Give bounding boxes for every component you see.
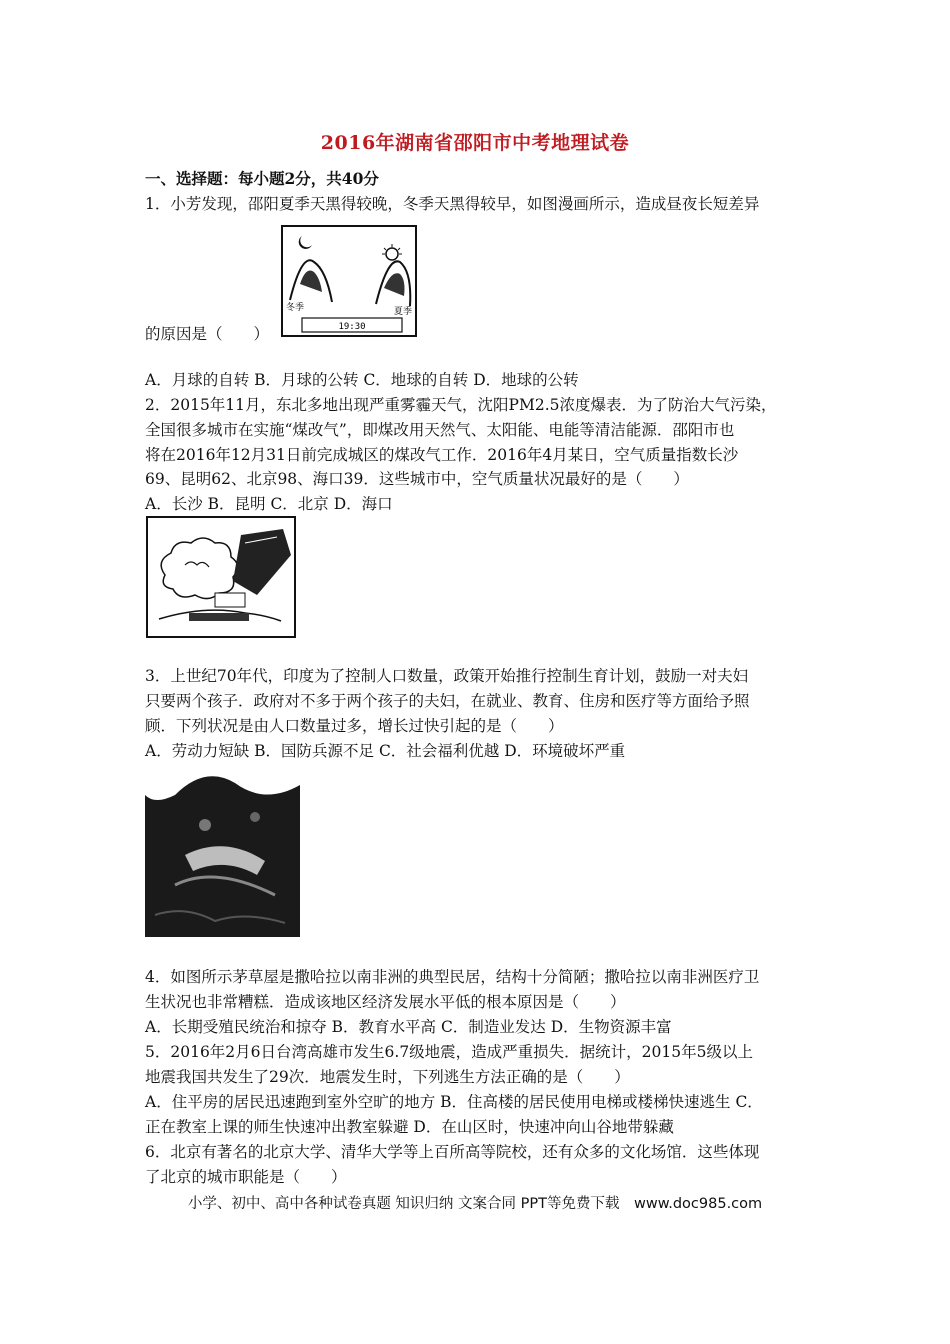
coal-to-gas-cartoon-figure <box>145 515 297 639</box>
q3-options: A．劳动力短缺 B．国防兵源不足 C．社会福利优越 D．环境破坏严重 <box>145 742 626 760</box>
q5-line-1: 5．2016年2月6日台湾高雄市发生6.7级地震，造成严重损失．据统计，2015年5级以上 <box>145 1043 753 1061</box>
q5-line-4: 正在教室上课的师生快速冲出教室躲避 D．在山区时，快速冲向山谷地带躲藏 <box>145 1118 674 1136</box>
q1-line-1: 1．小芳发现，邵阳夏季天黑得较晚，冬季天黑得较早，如图漫画所示，造成昼夜长短差异 <box>145 195 760 213</box>
q4-line-1: 4．如图所示茅草屋是撒哈拉以南非洲的典型民居，结构十分简陋；撒哈拉以南非洲医疗卫 <box>145 968 760 986</box>
q2-options: A．长沙 B．昆明 C．北京 D．海口 <box>145 495 393 513</box>
q2-line-4: 69、昆明62、北京98、海口39．这些城市中，空气质量状况最好的是（ ） <box>145 470 689 488</box>
summer-label: 夏季 <box>394 307 413 317</box>
q1-line-2: 的原因是（ ） <box>145 325 270 343</box>
q1-options: A．月球的自转 B．月球的公转 C．地球的自转 D．地球的公转 <box>145 371 579 389</box>
thatched-hut-photo <box>145 765 300 937</box>
q5-line-2: 地震我国共发生了29次．地震发生时，下列逃生方法正确的是（ ） <box>145 1068 630 1086</box>
q5-line-3: A．住平房的居民迅速跑到室外空旷的地方 B．住高楼的居民使用电梯或楼梯快速逃生 C． <box>145 1093 763 1111</box>
q2-line-2: 全国很多城市在实施“煤改气”，即煤改用天然气、太阳能、电能等清洁能源．邵阳市也 <box>145 421 735 439</box>
q6-line-2: 了北京的城市职能是（ ） <box>145 1168 347 1186</box>
q3-line-1: 3．上世纪70年代，印度为了控制人口数量，政策开始推行控制生育计划，鼓励一对夫妇 <box>145 667 749 685</box>
q4-line-2: 生状况也非常糟糕．造成该地区经济发展水平低的根本原因是（ ） <box>145 993 626 1011</box>
q4-options: A．长期受殖民统治和掠夺 B．教育水平高 C．制造业发达 D．生物资源丰富 <box>145 1018 672 1036</box>
page-footer: 小学、初中、高中各种试卷真题 知识归纳 文案合同 PPT等免费下载 www.doc985.com <box>187 1196 763 1212</box>
exam-title: 2016年湖南省邵阳市中考地理试卷 <box>320 132 630 154</box>
sun-icon <box>386 248 398 260</box>
winter-label: 冬季 <box>286 303 305 313</box>
q3-line-2: 只要两个孩子．政府对不多于两个孩子的夫妇，在就业、教育、住房和医疗等方面给予照 <box>145 692 750 710</box>
clock-time-label: 19:30 <box>338 322 366 332</box>
section-heading: 一、选择题：每小题2分，共40分 <box>145 169 379 188</box>
q2-line-1: 2．2015年11月，东北多地出现严重雾霾天气，沈阳PM2.5浓度爆表．为了防治大气污染， <box>145 396 777 414</box>
q6-line-1: 6．北京有著名的北京大学、清华大学等上百所高等院校，还有众多的文化场馆．这些体现 <box>145 1143 760 1161</box>
q3-line-3: 顾．下列状况是由人口数量过多，增长过快引起的是（ ） <box>145 717 564 735</box>
q2-line-3: 将在2016年12月31日前完成城区的煤改气工作．2016年4月某日，空气质量指数长沙 <box>145 446 739 464</box>
